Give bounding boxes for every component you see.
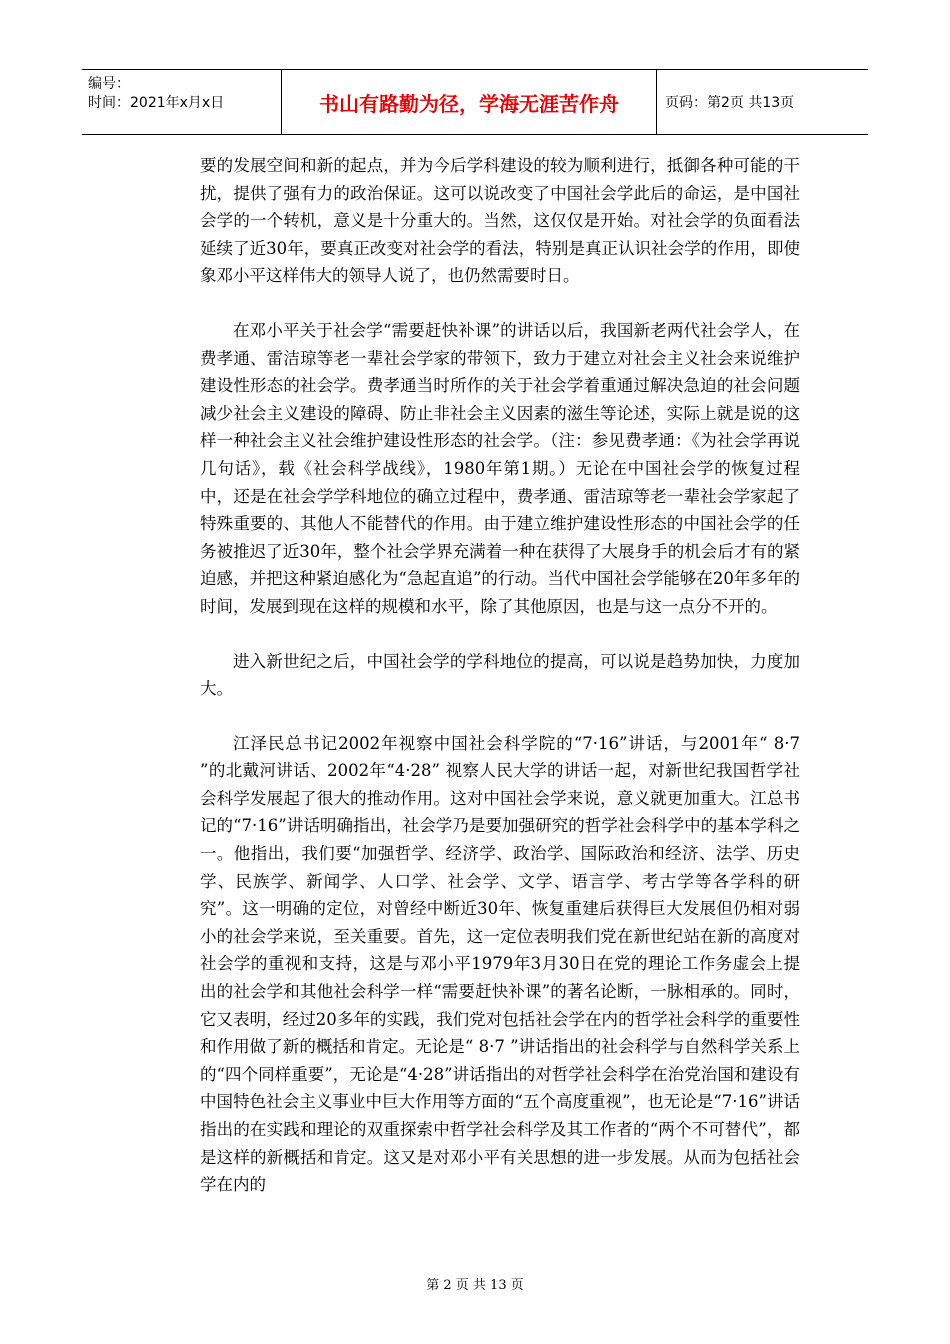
motto-text: 书山有路勤为径，学海无涯苦作舟 xyxy=(319,91,619,116)
page-number-label: 页码：第2页 共13页 xyxy=(665,95,795,111)
header-page-info xyxy=(657,70,868,134)
header-meta xyxy=(82,70,282,134)
paragraph: 在邓小平关于社会学“需要赶快补课”的讲话以后，我国新老两代社会学人，在费孝通、雷洁琼等老一辈社会学家的带领下，致力于建立对社会主义社会来说维护建设性形态的社会学。费孝通当时所作的关于社会学着重通过解决急迫的社会问题减少社会主义建设的障碍、防止非社会主义因素的滋生等论述，实际上就是说的这样一种社会主义社会维护建设性形态的社会学。（注：参见费孝通：《为社会学再说几句话》，载《社会科学战线》，1980年第1期。）无论在中国社会学的恢复过程中，还是在社会学学科地位的确立过程中，费孝通、雷洁琼等老一辈社会学家起了特殊重要的、其他人不能替代的作用。由于建立维护建设性形态的中国社会学的任务被推迟了近30年，整个社会学界充满着一种在获得了大展身手的机会后才有的紧迫感，并把这种紧迫感化为“急起直追”的行动。当代中国社会学能够在20年多年的时间，发展到现在这样的规模和水平，除了其他原因，也是与这一点分不开的。 xyxy=(200,320,800,616)
paragraph: 江泽民总书记2002年视察中国社会科学院的“7·16”讲话，与2001年“ 8·7 ”的北戴河讲话、2002年“4·28” 视察人民大学的讲话一起，对新世纪我国哲学社会科学发展起了很大的推动作用。这对中国社会学来说，意义就更加重大。江总书记的“7·16”讲话明确指出，社会学乃是要加强研究的哲学社会科学中的基本学科之一。他指出，我们要“加强哲学、经济学、政治学、国际政治和经济、法学、历史学、民族学、新闻学、人口学、社会学、文学、语言学、考古学等各学科的研究”。这一明确的定位，对曾经中断近30年、恢复重建后获得巨大发展但仍相对弱小的社会学来说，至关重要。首先，这一定位表明我们党在新世纪站在新的高度对社会学的重视和支持，这是与邓小平1979年3月30日在党的理论工作务虚会上提出的社会学和其他社会科学一样“需要赶快补课”的著名论断，一脉相承的。同时，它又表明，经过20多年的实践，我们党对包括社会学在内的哲学社会科学的重要性和作用做了新的概括和肯定。无论是“ 8·7 ”讲话指出的社会科学与自然科学关系上的“四个同样重要”，无论是“4·28”讲话指出的对哲学社会科学在治党治国和建设有中国特色社会主义事业中巨大作用等方面的“五个高度重视”，也无论是“7·16”讲话指出的在实践和理论的双重探索中哲学社会科学及其工作者的“两个不可替代”，都是这样的新概括和肯定。这又是对邓小平有关思想的进一步发展。从而为包括社会学在内的 xyxy=(200,733,800,1195)
header-motto xyxy=(282,70,657,134)
document-date-label: 时间：2021年x月x日 xyxy=(88,95,225,111)
page-footer xyxy=(0,1274,950,1293)
paragraph: 进入新世纪之后，中国社会学的学科地位的提高，可以说是趋势加快，力度加大。 xyxy=(200,651,800,699)
document-number-label: 编号： xyxy=(88,76,130,92)
footer-page-number: 第 2 页 共 13 页 xyxy=(426,1278,524,1293)
paragraph-continuation: 要的发展空间和新的起点，并为今后学科建设的较为顺利进行，抵御各种可能的干扰，提供了强有力的政治保证。这可以说改变了中国社会学此后的命运，是中国社会学的一个转机，意义是十分重大的。当然，这仅仅是开始。对社会学的负面看法延续了近30年，要真正改变对社会学的看法，特别是真正认识社会学的作用，即使象邓小平这样伟大的领导人说了，也仍然需要时日。 xyxy=(200,156,800,286)
document-body xyxy=(200,152,800,1199)
page-header xyxy=(82,69,868,135)
